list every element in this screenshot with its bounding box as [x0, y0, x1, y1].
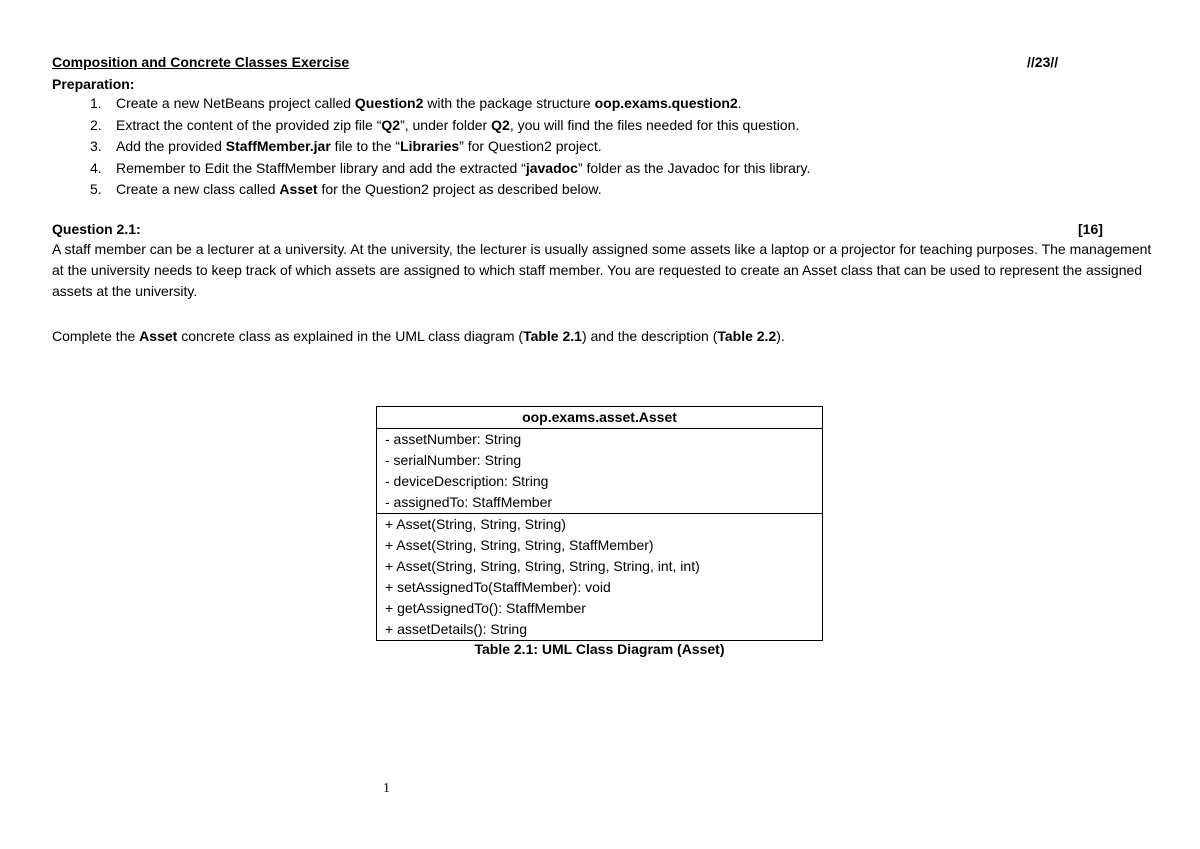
uml-methods	[377, 514, 822, 640]
uml-class-name: oop.exams.asset.Asset	[377, 407, 822, 429]
preparation-step: 4. Remember to Edit the StaffMember library and add the extracted “javadoc” folder as the Javadoc for this library.	[90, 159, 811, 176]
uml-method: + getAssignedTo(): StaffMember	[385, 600, 586, 616]
question-paragraph: A staff member can be a lecturer at a university. At the university, the lecturer is usually assigned some assets like a laptop or a projector for teaching purposes. The management at the university needs to keep track of which assets are assigned to which staff member. You are requested to create an Asset class that can be used to represent the assigned assets at the university.	[52, 241, 1152, 299]
uml-method: + setAssignedTo(StaffMember): void	[385, 579, 611, 595]
uml-attributes	[377, 429, 822, 514]
question-heading: Question 2.1:	[52, 221, 141, 237]
page-number: 1	[383, 781, 390, 796]
uml-attribute: - assignedTo: StaffMember	[385, 494, 553, 510]
uml-method: + assetDetails(): String	[385, 621, 527, 637]
preparation-steps	[90, 94, 810, 202]
total-marks: //23//	[1027, 54, 1059, 70]
exercise-title: Composition and Concrete Classes Exercise	[52, 54, 350, 70]
question-marks: [16]	[1078, 221, 1103, 237]
preparation-step: 5. Create a new class called Asset for the Question2 project as described below.	[90, 181, 602, 197]
uml-method: + Asset(String, String, String, String, String, int, int)	[385, 558, 700, 574]
preparation-step: 2. Extract the content of the provided zip file “Q2”, under folder Q2, you will find the files needed for this question.	[90, 116, 800, 133]
question-instruction: Complete the Asset concrete class as explained in the UML class diagram (Table 2.1) and the description (Table 2.2).	[52, 328, 785, 344]
uml-method: + Asset(String, String, String)	[385, 516, 566, 532]
preparation-step: 1. Create a new NetBeans project called Question2 with the package structure oop.exams.question2.	[90, 95, 742, 111]
uml-attribute: - serialNumber: String	[385, 452, 522, 468]
uml-attribute: - assetNumber: String	[385, 431, 522, 447]
uml-class-diagram	[376, 406, 823, 641]
preparation-heading: Preparation:	[52, 76, 135, 92]
uml-method: + Asset(String, String, String, StaffMember)	[385, 537, 654, 553]
preparation-step: 3. Add the provided StaffMember.jar file to the “Libraries” for Question2 project.	[90, 138, 602, 154]
table-caption: Table 2.1: UML Class Diagram (Asset)	[474, 641, 725, 657]
uml-attribute: - deviceDescription: String	[385, 473, 549, 489]
